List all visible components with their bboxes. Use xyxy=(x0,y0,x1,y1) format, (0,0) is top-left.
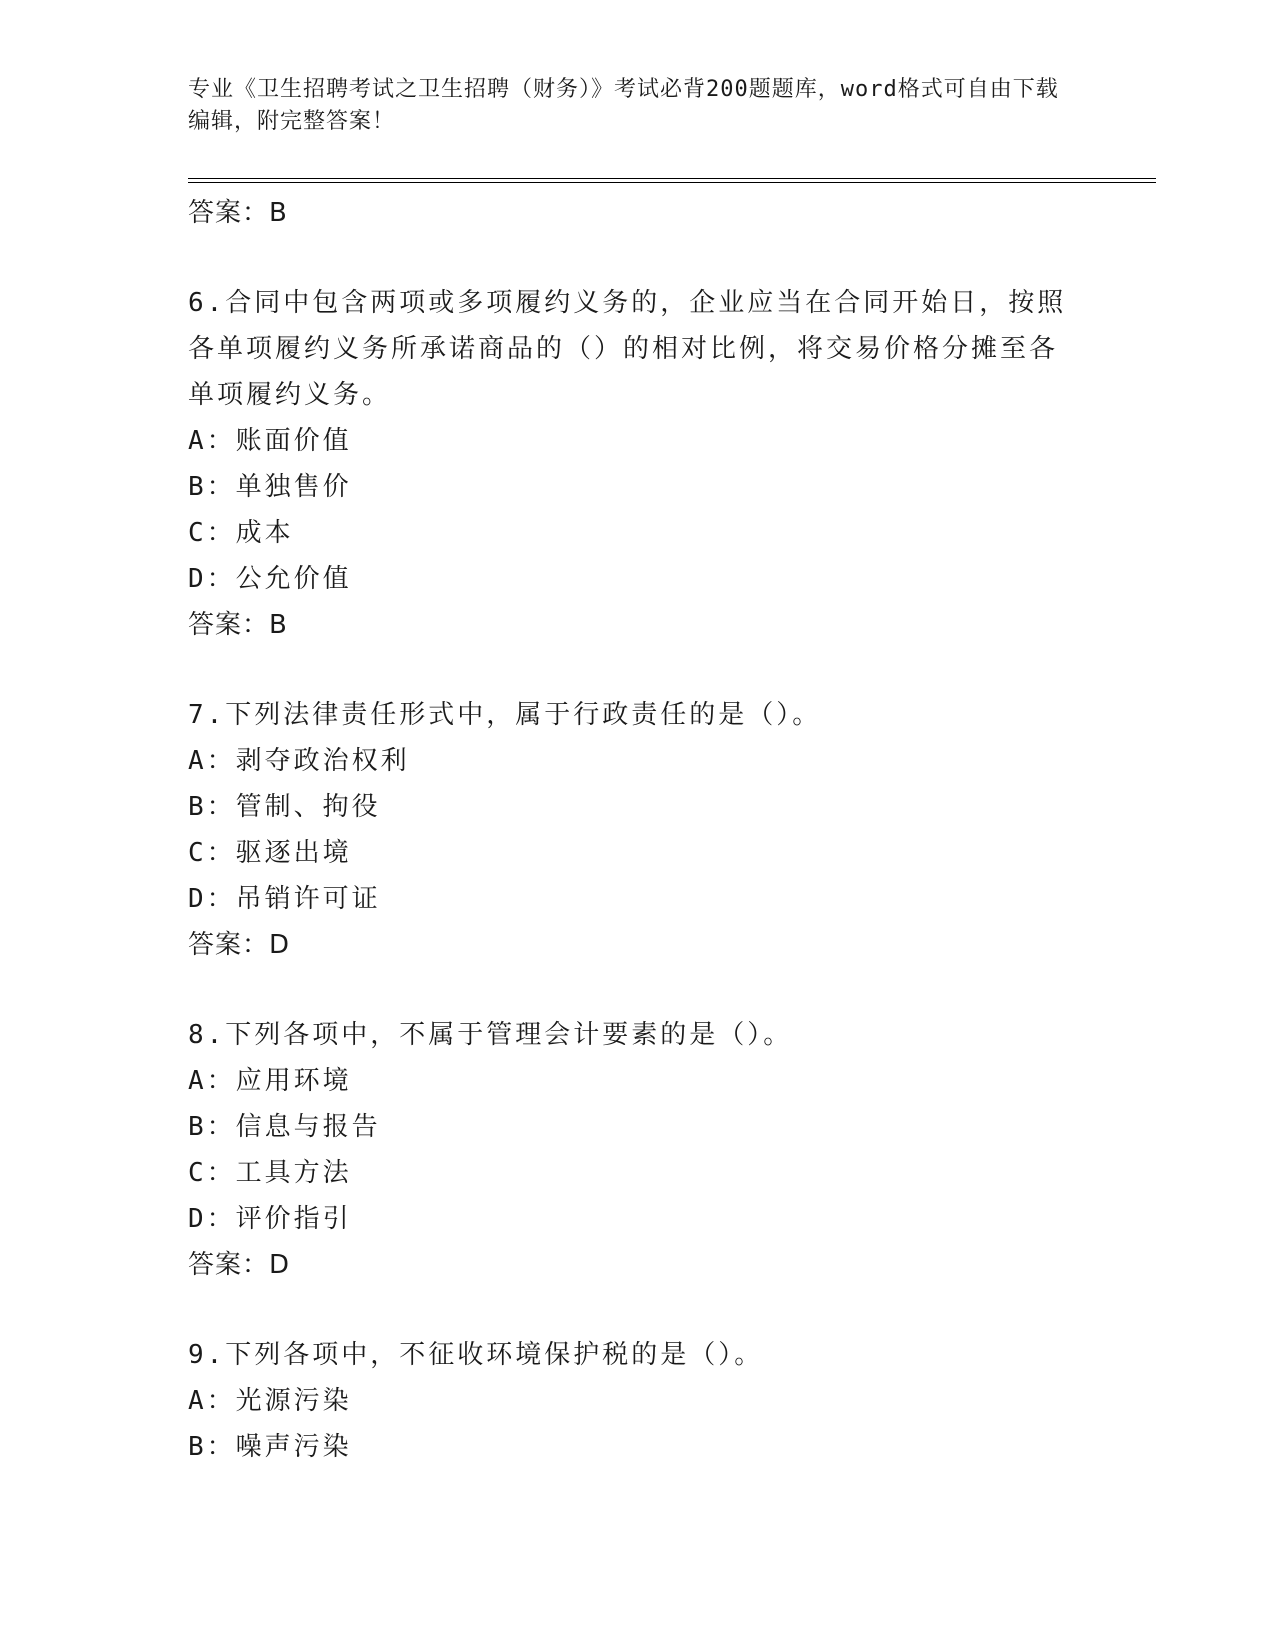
option-d: D：公允价值 xyxy=(188,564,352,594)
option-b: B：单独售价 xyxy=(188,472,352,502)
question-block xyxy=(188,692,1068,968)
question-text: 7.下列法律责任形式中，属于行政责任的是（）。 xyxy=(188,700,822,730)
option-c: C：成本 xyxy=(188,518,294,548)
question-block xyxy=(188,280,1068,648)
document-body xyxy=(188,190,1068,1470)
option-d: D：吊销许可证 xyxy=(188,884,381,914)
option-b: B：管制、拘役 xyxy=(188,792,381,822)
question-text: 8.下列各项中，不属于管理会计要素的是（）。 xyxy=(188,1020,793,1050)
header-divider xyxy=(188,178,1156,183)
question-text: 9.下列各项中，不征收环境保护税的是（）。 xyxy=(188,1340,764,1370)
question-block xyxy=(188,1012,1068,1288)
option-a: A：剥夺政治权利 xyxy=(188,746,410,776)
question-text: 6.合同中包含两项或多项履约义务的，企业应当在合同开始日，按照各单项履约义务所承诺商品的（）的相对比例，将交易价格分摊至各单项履约义务。 xyxy=(188,288,1067,410)
option-d: D：评价指引 xyxy=(188,1204,352,1234)
option-a: A：光源污染 xyxy=(188,1386,352,1416)
answer-line: 答案：D xyxy=(188,1250,291,1280)
page-header: 专业《卫生招聘考试之卫生招聘（财务）》考试必背200题题库，word格式可自由下载编辑，附完整答案！ xyxy=(188,77,1059,134)
option-c: C：工具方法 xyxy=(188,1158,352,1188)
option-a: A：账面价值 xyxy=(188,426,352,456)
answer-line: 答案：B xyxy=(188,198,288,228)
option-b: B：信息与报告 xyxy=(188,1112,381,1142)
option-b: B：噪声污染 xyxy=(188,1432,352,1462)
option-a: A：应用环境 xyxy=(188,1066,352,1096)
option-c: C：驱逐出境 xyxy=(188,838,352,868)
question-block xyxy=(188,1332,1068,1470)
answer-line: 答案：D xyxy=(188,930,291,960)
answer-line: 答案：B xyxy=(188,610,288,640)
